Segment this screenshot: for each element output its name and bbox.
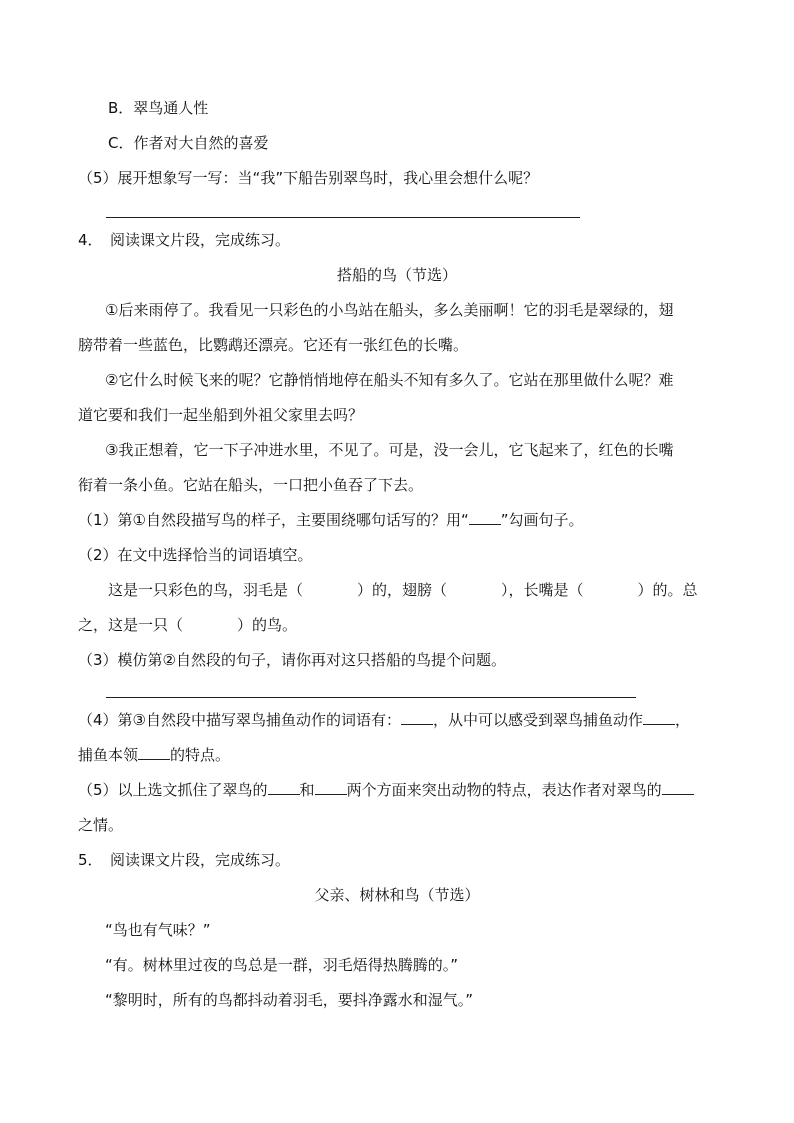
blank-aspect-1[interactable] xyxy=(268,780,300,795)
q4-sub4-text-e: 的特点。 xyxy=(170,746,231,764)
q4-sub3: （3）模仿第②自然段的句子，请你再对这只搭船的鸟提个问题。 xyxy=(78,651,506,669)
q4-sub2-fill-line1 xyxy=(108,580,698,600)
q4-sub4-line1 xyxy=(78,710,690,730)
q4-sub5-text-b: 和 xyxy=(299,781,315,799)
q4-sub1-text-b: ”勾画句子。 xyxy=(500,511,584,529)
q4-p2-line1: ②它什么时候飞来的呢？它静悄悄地停在船头不知有多久了。它站在那里做什么呢？难 xyxy=(105,371,674,389)
q5-dialogue-3: “黎明时，所有的鸟都抖动着羽毛，要抖净露水和湿气。” xyxy=(105,991,474,1009)
q4-sub2-fill-line2 xyxy=(78,615,297,635)
fill-text-b: ）的，翅膀（ xyxy=(357,581,448,599)
blank-feeling[interactable] xyxy=(662,780,694,795)
fill-text-e: 之，这是一只（ xyxy=(78,616,184,634)
q4-passage-title: 搭船的鸟（节选） xyxy=(336,266,457,284)
q4-heading: 4． 阅读课文片段，完成练习。 xyxy=(78,231,291,249)
q4-sub5-text-c: 两个方面来突出动物的特点，表达作者对翠鸟的 xyxy=(346,781,662,799)
q4-p3-line2: 衔着一条小鱼。它站在船头，一口把小鱼吞了下去。 xyxy=(78,476,424,494)
fill-text-a: 这是一只彩色的鸟，羽毛是（ xyxy=(108,581,304,599)
option-b: B．翠鸟通人性 xyxy=(108,99,209,117)
q4-sub4-text-d: 捕鱼本领 xyxy=(78,746,139,764)
q4-sub5-text-a: （5）以上选文抓住了翠鸟的 xyxy=(78,781,268,799)
answer-line-q3-5[interactable] xyxy=(106,217,580,218)
q4-p1-line2: 膀带着一些蓝色，比鹦鹉还漂亮。它还有一张红色的长嘴。 xyxy=(78,336,469,354)
blank-aspect-2[interactable] xyxy=(315,780,347,795)
q4-sub5-line2: 之情。 xyxy=(78,816,124,834)
q4-p1-line1: ①后来雨停了。我看见一只彩色的小鸟站在船头，多么美丽啊！它的羽毛是翠绿的，翅 xyxy=(105,301,674,319)
q5-dialogue-1: “鸟也有气味？” xyxy=(105,921,211,939)
q4-sub1-underline-sample xyxy=(469,510,501,525)
blank-catch-action[interactable] xyxy=(643,710,675,725)
q5-dialogue-2: “有。树林里过夜的鸟总是一群，羽毛焐得热腾腾的。” xyxy=(105,956,459,974)
fill-text-f: ）的鸟。 xyxy=(237,616,298,634)
q4-sub2: （2）在文中选择恰当的词语填空。 xyxy=(78,546,313,564)
blank-catch-skill[interactable] xyxy=(138,745,170,760)
q4-sub5-line1 xyxy=(78,780,694,800)
q4-p3-line1: ③我正想着，它一下子冲进水里，不见了。可是，没一会儿，它飞起来了，红色的长嘴 xyxy=(105,441,674,459)
fill-text-c: ），长嘴是（ xyxy=(501,581,584,599)
q5-passage-title: 父亲、树林和鸟（节选） xyxy=(314,886,480,904)
q4-sub1-text-a: （1）第①自然段描写鸟的样子，主要围绕哪句话写的？用“ xyxy=(78,511,469,529)
q4-sub4-text-c: ， xyxy=(675,711,691,729)
q4-p2-line2: 道它要和我们一起坐船到外祖父家里去吗？ xyxy=(78,406,364,424)
q4-sub1 xyxy=(78,510,584,530)
q5-heading: 5． 阅读课文片段，完成练习。 xyxy=(78,851,291,869)
fill-text-d: ）的。总 xyxy=(637,581,698,599)
q3-sub5-prompt: （5）展开想象写一写：当“我”下船告别翠鸟时，我心里会想什么呢？ xyxy=(78,169,539,187)
q4-sub4-line2 xyxy=(78,745,230,765)
blank-catch-words[interactable] xyxy=(401,710,433,725)
q4-sub4-text-a: （4）第③自然段中描写翠鸟捕鱼动作的词语有： xyxy=(78,711,401,729)
q4-sub4-text-b: ，从中可以感受到翠鸟捕鱼动作 xyxy=(433,711,644,729)
answer-line-q4-3[interactable] xyxy=(106,697,636,698)
option-c: C．作者对大自然的喜爱 xyxy=(108,134,269,152)
